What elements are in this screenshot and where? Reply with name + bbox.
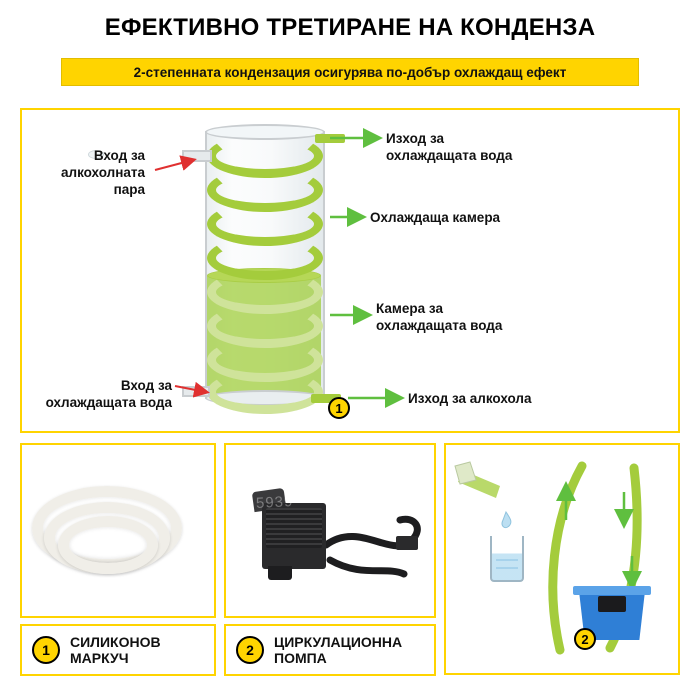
water-inlet-pipe [182, 386, 210, 397]
silicone-hose-image [28, 480, 190, 590]
watermark-text: 5939 [255, 493, 294, 512]
label-water-inlet: Вход за охлаждащата вода [45, 378, 172, 410]
label-alcohol-outlet: Изход за алкохола [408, 391, 532, 406]
pump-label-grill [266, 508, 322, 548]
bucket-rim [573, 586, 651, 595]
subtitle-banner [61, 58, 639, 86]
legend-label-hose: СИЛИКОНОВ МАРКУЧ [70, 633, 161, 666]
subtitle-text: 2-степенната кондензация осигурява по-добър охлаждащ ефект [133, 64, 567, 80]
badge-hose-marker: 1 [328, 397, 350, 419]
page-title: ЕФЕКТИВНО ТРЕТИРАНЕ НА КОНДЕНЗА [104, 14, 596, 41]
vapor-inlet-pipe [182, 150, 212, 162]
label-water-outlet: Изход за охлаждащата вода [386, 131, 513, 163]
coil-outlet-stub [315, 134, 345, 143]
legend-number-1: 1 [32, 636, 60, 664]
legend-item-pump [224, 624, 436, 676]
legend-number-2: 2 [236, 636, 264, 664]
badge-pump-marker: 2 [574, 628, 596, 650]
pump-photo-panel [224, 443, 436, 618]
label-cooling-chamber: Охлаждаща камера [370, 210, 501, 225]
pump-base [268, 566, 292, 580]
legend-label-pump: ЦИРКУЛАЦИОННА ПОМПА [274, 633, 403, 666]
collection-glass [490, 536, 524, 582]
usage-demo-panel [444, 443, 680, 675]
submerged-pump [598, 596, 626, 612]
label-vapor-inlet: Вход за алкохолната пара [60, 148, 145, 197]
label-water-chamber: Камера за охлаждащата вода [376, 301, 503, 333]
legend-item-hose [20, 624, 216, 676]
spiral-coil [207, 126, 323, 400]
